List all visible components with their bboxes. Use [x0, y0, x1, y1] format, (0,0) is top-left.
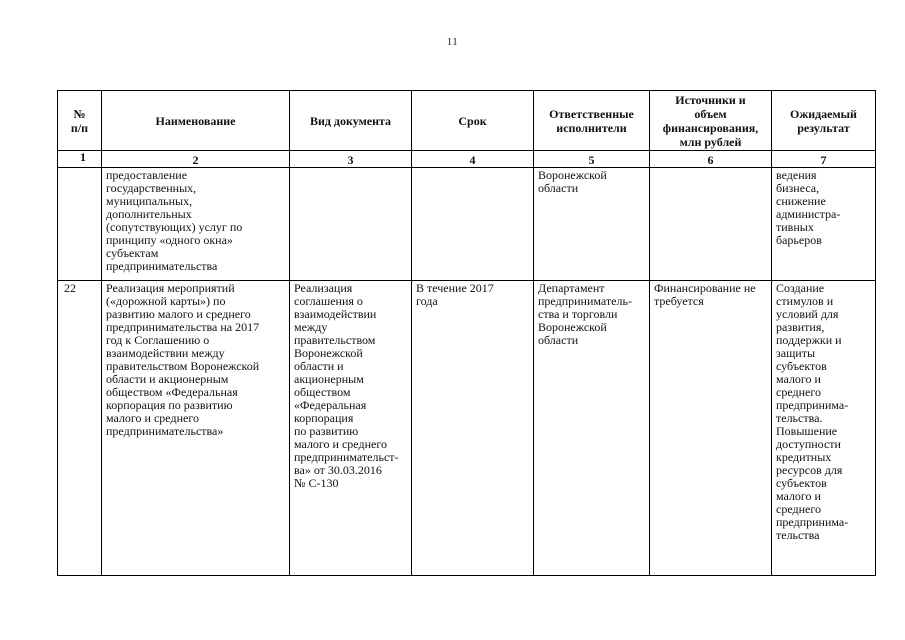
header-executors: Ответственные исполнители — [534, 91, 650, 151]
row-name: Реализация мероприятий («дорожной карты») по развитию малого и среднего предпринимательства на 2017 год к Соглашению о взаимодействии между правительством Воронежской области и акционерным обществом «Федеральная корпорация по развитию малого и среднего предпринимательства» — [106, 281, 260, 438]
page-number: 11 — [446, 36, 459, 48]
header-funding: Источники и объем финансирования, млн рублей — [650, 91, 772, 151]
row-executors: Воронежской области — [538, 168, 607, 195]
row-number: 22 — [64, 281, 76, 295]
row-result: ведения бизнеса, снижение администра- тивных барьеров — [776, 168, 841, 247]
header-row — [58, 91, 876, 151]
row-funding — [650, 168, 771, 170]
row-name: предоставление государственных, муниципальных, дополнительных (сопутствующих) услуг по принципу «одного окна» субъектам предпринимательства — [106, 168, 243, 273]
header-name: Наименование — [102, 91, 290, 151]
column-number-row — [58, 151, 876, 168]
header-doc-type: Вид документа — [290, 91, 412, 151]
column-number: 4 — [412, 151, 534, 168]
column-number: 3 — [290, 151, 412, 168]
row-term: В течение 2017 года — [416, 281, 494, 308]
column-number: 1 — [58, 151, 102, 168]
table-row-continued — [58, 168, 876, 281]
table-row-22 — [58, 281, 876, 576]
header-result: Ожидаемый результат — [772, 91, 876, 151]
row-number — [58, 168, 101, 170]
column-number: 2 — [102, 151, 290, 168]
column-number: 6 — [650, 151, 772, 168]
action-plan-table — [57, 90, 876, 576]
row-term — [412, 168, 533, 170]
column-number: 7 — [772, 151, 876, 168]
row-doc-type — [290, 168, 411, 170]
column-number: 5 — [534, 151, 650, 168]
row-doc-type: Реализация соглашения о взаимодействии между правительством Воронежской области и акционерным обществом «Федеральная корпорация по развитию малого и среднего предпринимательст- ва» от 30.03.2016 № С-130 — [294, 281, 399, 490]
header-term: Срок — [412, 91, 534, 151]
header-no: № п/п — [58, 91, 102, 151]
row-executors: Департамент предприниматель- ства и торговли Воронежской области — [538, 281, 632, 347]
row-funding: Финансирование не требуется — [654, 281, 756, 308]
row-result: Создание стимулов и условий для развития, поддержки и защиты субъектов малого и среднего предпринима- тельства. Повышение доступности кредитных ресурсов для субъектов малого и среднего предпринима- тельства — [776, 281, 849, 542]
